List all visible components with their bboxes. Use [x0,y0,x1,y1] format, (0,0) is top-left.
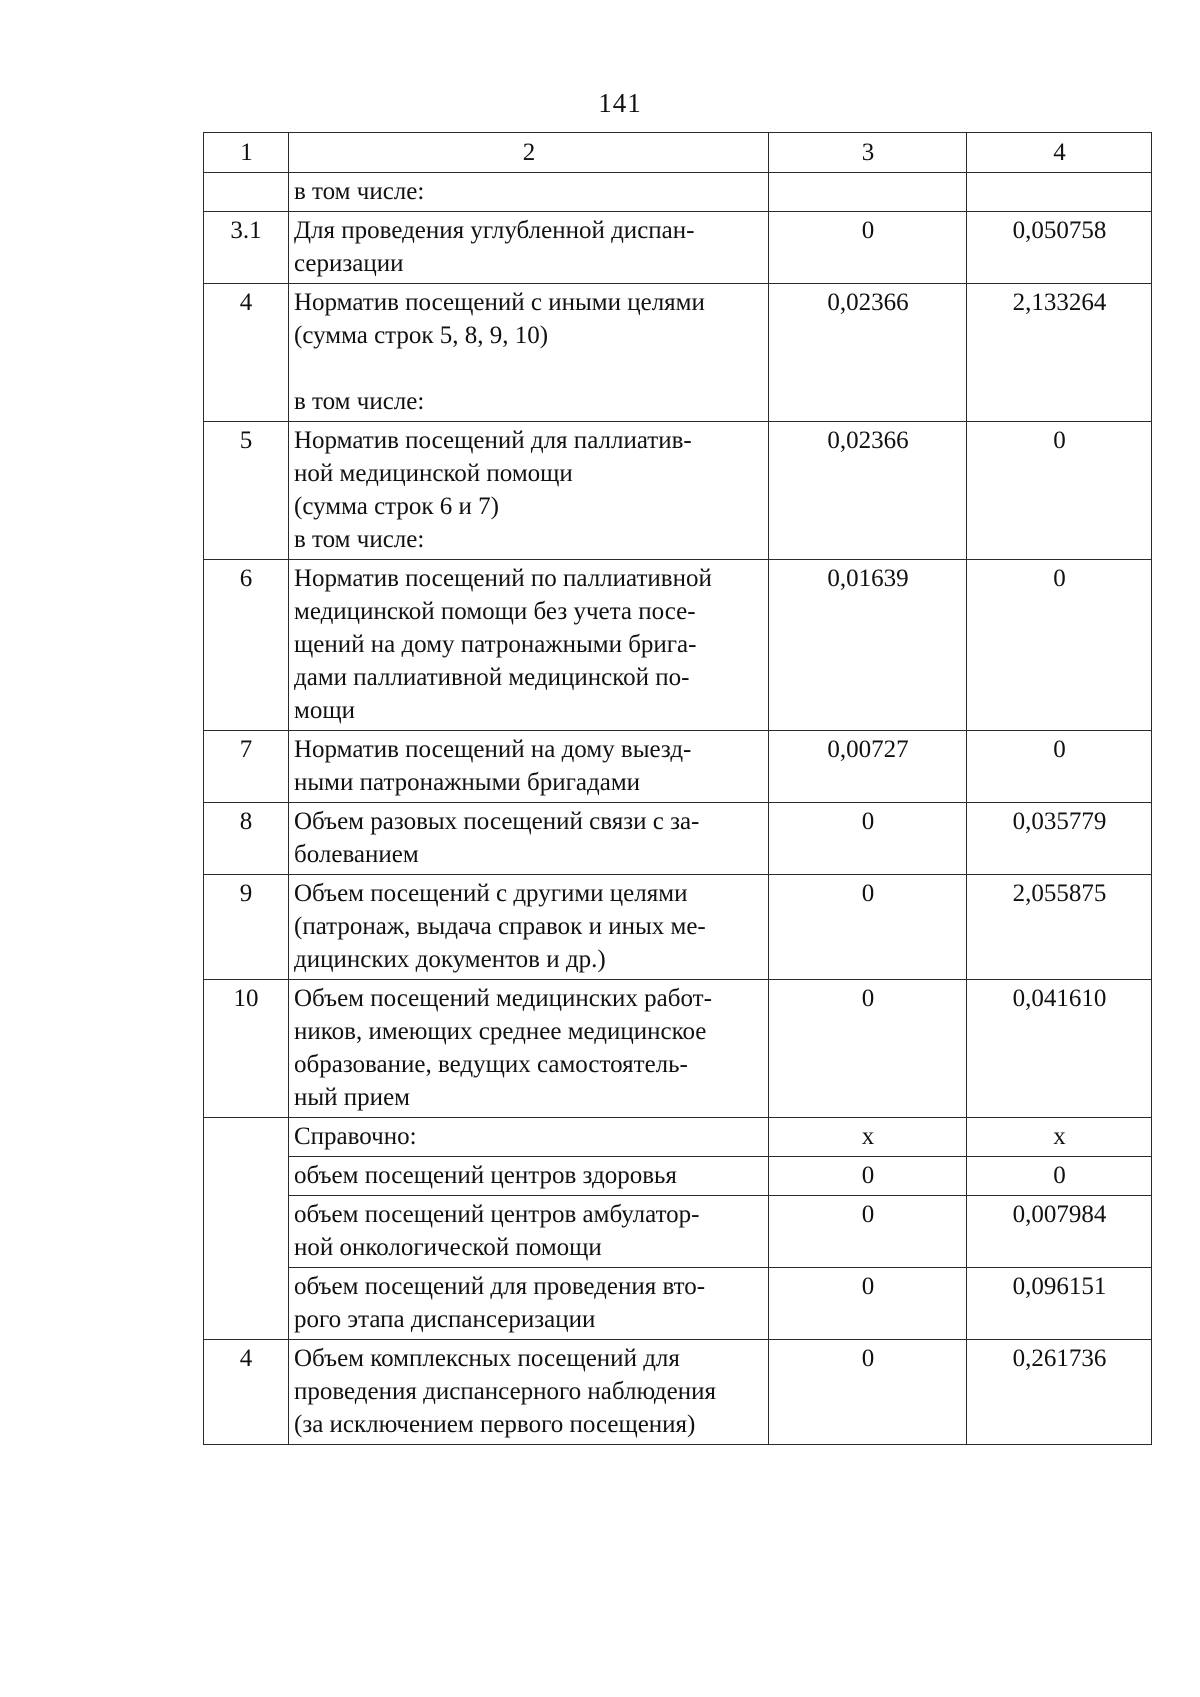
table-row [204,875,1152,980]
page-number: 141 [598,88,642,118]
row-number: 6 [204,560,289,731]
table-row [204,980,1152,1118]
reference-number-cell [204,1118,289,1340]
table-row [204,560,1152,731]
row-number: 10 [204,980,289,1118]
reference-value-col3: x [769,1118,967,1157]
row-number: 4 [204,284,289,422]
row-value-col4: 2,055875 [967,875,1152,980]
row-value-col4: 0,050758 [967,212,1152,284]
row-value-col3: 0,01639 [769,560,967,731]
row-value-col3: 0 [769,803,967,875]
row-value-col4: 2,133264 [967,284,1152,422]
row-value-col3: 0,02366 [769,284,967,422]
reference-value-col3: 0 [769,1196,967,1268]
row-value-col4: 0 [967,731,1152,803]
row-value-col4: 0 [967,560,1152,731]
header-cell-1: 1 [204,133,289,173]
table-header-row [204,133,1152,173]
header-cell-3: 3 [769,133,967,173]
row-description: Для проведения углубленной диспан- серизации [289,212,769,284]
row-number: 3.1 [204,212,289,284]
row-value-col3: 0 [769,1340,967,1445]
table-row [204,422,1152,560]
row-description: Норматив посещений по паллиативной медицинской помощи без учета посе- щений на дому патронажными брига- дами паллиативной медицинской по- мощи [289,560,769,731]
table-row [204,1340,1152,1445]
row-value-col3: 0 [769,212,967,284]
reference-value-col4: x [967,1118,1152,1157]
header-cell-2: 2 [289,133,769,173]
reference-description: объем посещений центров амбулатор- ной онкологической помощи [289,1196,769,1268]
row-number: 7 [204,731,289,803]
row-value-col4: 0,035779 [967,803,1152,875]
reference-value-col4: 0,096151 [967,1268,1152,1340]
row-description: Норматив посещений для паллиатив- ной медицинской помощи (сумма строк 6 и 7) в том числе: [289,422,769,560]
reference-value-col4: 0 [967,1157,1152,1196]
table-row [204,212,1152,284]
row-value-col3 [769,173,967,212]
row-value-col4: 0,261736 [967,1340,1152,1445]
row-description: Объем разовых посещений связи с за- болеванием [289,803,769,875]
reference-value-col3: 0 [769,1157,967,1196]
row-value-col4: 0 [967,422,1152,560]
table-row [204,284,1152,422]
reference-row [204,1268,1152,1340]
row-value-col3: 0,00727 [769,731,967,803]
row-number: 4 [204,1340,289,1445]
reference-row [204,1196,1152,1268]
reference-value-col3: 0 [769,1268,967,1340]
row-description: Объем комплексных посещений для проведения диспансерного наблюдения (за исключением первого посещения) [289,1340,769,1445]
row-description: в том числе: [289,173,769,212]
reference-row [204,1157,1152,1196]
header-cell-4: 4 [967,133,1152,173]
row-description: Объем посещений медицинских работ- ников, имеющих среднее медицинское образование, ведущих самостоятель- ный прием [289,980,769,1118]
row-description: Объем посещений с другими целями (патронаж, выдача справок и иных ме- дицинских документов и др.) [289,875,769,980]
row-value-col4 [967,173,1152,212]
row-number: 8 [204,803,289,875]
row-description: Норматив посещений с иными целями (сумма строк 5, 8, 9, 10) в том числе: [289,284,769,422]
reference-description: объем посещений для проведения вто- рого этапа диспансеризации [289,1268,769,1340]
row-value-col3: 0 [769,980,967,1118]
row-value-col4: 0,041610 [967,980,1152,1118]
reference-description: объем посещений центров здоровья [289,1157,769,1196]
table-row [204,803,1152,875]
row-description: Норматив посещений на дому выезд- ными патронажными бригадами [289,731,769,803]
reference-value-col4: 0,007984 [967,1196,1152,1268]
row-number [204,173,289,212]
data-table [203,132,1152,1445]
table-row [204,731,1152,803]
row-number: 9 [204,875,289,980]
table-row [204,173,1152,212]
reference-label: Справочно: [289,1118,769,1157]
reference-header-row [204,1118,1152,1157]
row-number: 5 [204,422,289,560]
row-value-col3: 0 [769,875,967,980]
row-value-col3: 0,02366 [769,422,967,560]
